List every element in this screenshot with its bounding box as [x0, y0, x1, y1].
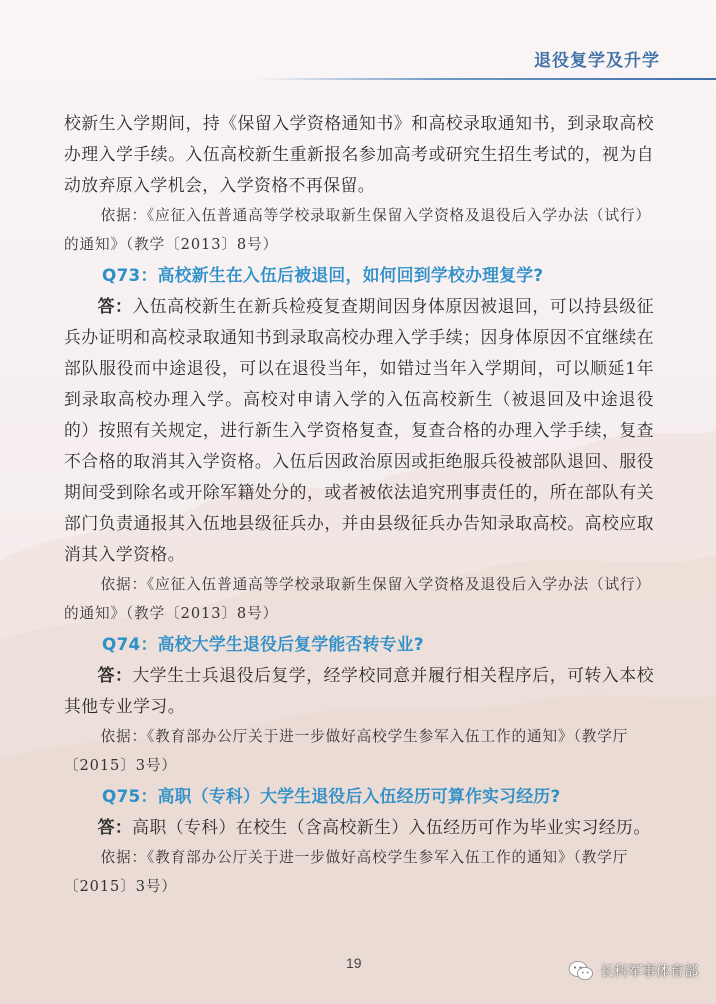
answer-paragraph	[64, 291, 654, 570]
answer-label: 答：	[97, 817, 133, 837]
answer-paragraph	[64, 660, 654, 722]
answer-text: 大学生士兵退役后复学，经学校同意并履行相关程序后，可转入本校其他专业学习。	[64, 665, 654, 716]
header-divider	[256, 78, 716, 80]
answer-paragraph	[64, 812, 654, 843]
answer-text: 入伍高校新生在新兵检疫复查期间因身体原因被退回，可以持县级征兵办证明和高校录取通知书到录取高校办理入学手续；因身体原因不宜继续在部队服役而中途退役，可以在退役当年，如错过当年入学期间，可以顺延1年到录取高校办理入学。高校对申请入学的入伍高校新生（被退回及中途退役的）按照有关规定，进行新生入学资格复查，复查合格的办理入学手续，复查不合格的取消其入学资格。入伍后因政治原因或拒绝服兵役被部队退回、服役期间受到除名或开除军籍处分的，或者被依法追究刑事责任的，所在部队有关部门负责通报其入伍地县级征兵办，并由县级征兵办告知录取高校。高校应取消其入学资格。	[64, 296, 654, 564]
legal-reference: 依据：《应征入伍普通高等学校录取新生保留入学资格及退役后入学办法（试行）的通知》（教学〔2013〕8号）	[64, 207, 651, 253]
legal-reference: 依据：《应征入伍普通高等学校录取新生保留入学资格及退役后入学办法（试行）的通知》（教学〔2013〕8号）	[64, 576, 651, 622]
watermark-text: 长科军事体育部	[600, 964, 698, 980]
chapter-header-title: 退役复学及升学	[534, 51, 660, 71]
answer-label: 答：	[97, 665, 133, 685]
wechat-watermark	[568, 960, 698, 982]
page-number: 19	[346, 955, 362, 971]
answer-label: 答：	[97, 296, 133, 316]
body-paragraph: 校新生入学期间，持《保留入学资格通知书》和高校录取通知书，到录取高校办理入学手续。入伍高校新生重新报名参加高考或研究生招生考试的，视为自动放弃原入学机会，入学资格不再保留。	[64, 113, 654, 195]
legal-reference: 依据：《教育部办公厅关于进一步做好高校学生参军入伍工作的通知》（教学厅〔2015〕3号）	[64, 849, 629, 895]
question-heading: Q75：高职（专科）大学生退役后入伍经历可算作实习经历?	[102, 786, 561, 806]
question-heading: Q73：高校新生在入伍后被退回，如何回到学校办理复学?	[102, 265, 544, 285]
legal-reference: 依据：《教育部办公厅关于进一步做好高校学生参军入伍工作的通知》（教学厅〔2015〕3号）	[64, 728, 629, 774]
document-body	[64, 108, 654, 901]
question-heading: Q74：高校大学生退役后复学能否转专业?	[102, 634, 424, 654]
wechat-icon	[568, 960, 594, 982]
answer-text: 高职（专科）在校生（含高校新生）入伍经历可作为毕业实习经历。	[132, 817, 651, 837]
